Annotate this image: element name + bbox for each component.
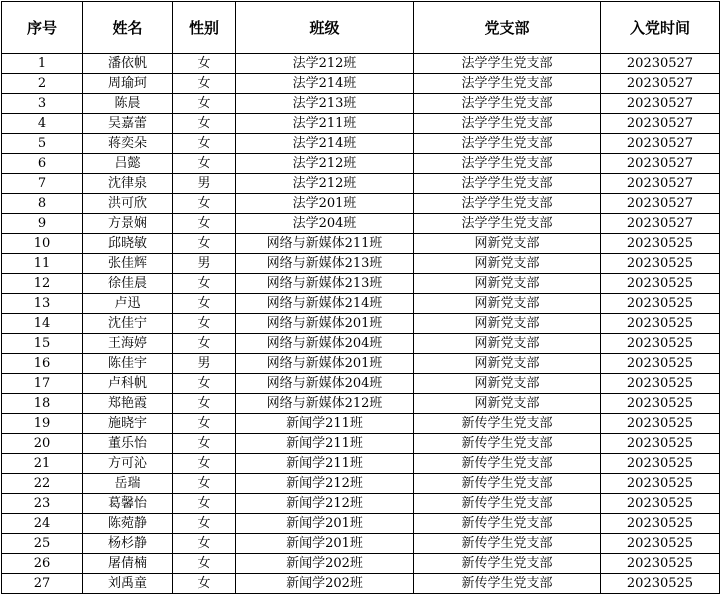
cell-name: 郑艳霞 [83,394,173,414]
cell-party-branch: 网新党支部 [414,354,601,374]
cell-name: 方景娴 [83,214,173,234]
table-row [2,134,720,154]
cell-name: 方可沁 [83,454,173,474]
cell-join-date: 20230525 [601,274,720,294]
cell-name: 蒋奕朵 [83,134,173,154]
cell-party-branch: 网新党支部 [414,274,601,294]
cell-class: 法学204班 [236,214,414,234]
cell-gender: 女 [173,474,236,494]
table-row [2,394,720,414]
cell-join-date: 20230525 [601,354,720,374]
cell-join-date: 20230525 [601,314,720,334]
cell-join-date: 20230525 [601,414,720,434]
cell-party-branch: 新传学生党支部 [414,454,601,474]
table-row [2,194,720,214]
cell-gender: 男 [173,354,236,374]
cell-class: 网络与新媒体214班 [236,294,414,314]
cell-class: 法学211班 [236,114,414,134]
cell-class: 新闻学201班 [236,534,414,554]
cell-join-date: 20230525 [601,574,720,594]
cell-join-date: 20230527 [601,174,720,194]
cell-class: 网络与新媒体204班 [236,334,414,354]
cell-gender: 女 [173,94,236,114]
table-row [2,154,720,174]
cell-party-branch: 新传学生党支部 [414,554,601,574]
cell-join-date: 20230527 [601,154,720,174]
cell-name: 邱晓敏 [83,234,173,254]
cell-gender: 女 [173,214,236,234]
cell-index: 24 [2,514,83,534]
cell-class: 新闻学202班 [236,554,414,574]
cell-index: 18 [2,394,83,414]
cell-index: 14 [2,314,83,334]
cell-join-date: 20230527 [601,194,720,214]
cell-gender: 女 [173,534,236,554]
header-join-date: 入党时间 [601,2,720,54]
cell-class: 网络与新媒体204班 [236,374,414,394]
cell-join-date: 20230527 [601,114,720,134]
cell-join-date: 20230527 [601,74,720,94]
cell-class: 网络与新媒体201班 [236,354,414,374]
cell-name: 吕懿 [83,154,173,174]
cell-class: 法学212班 [236,174,414,194]
cell-gender: 男 [173,254,236,274]
cell-gender: 女 [173,434,236,454]
cell-index: 20 [2,434,83,454]
cell-class: 新闻学211班 [236,414,414,434]
cell-gender: 女 [173,114,236,134]
cell-party-branch: 法学学生党支部 [414,94,601,114]
header-index: 序号 [2,2,83,54]
cell-party-branch: 网新党支部 [414,314,601,334]
table-row [2,574,720,594]
cell-gender: 女 [173,294,236,314]
cell-party-branch: 新传学生党支部 [414,434,601,454]
cell-name: 沈佳宁 [83,314,173,334]
table-row [2,214,720,234]
cell-join-date: 20230525 [601,434,720,454]
table-row [2,114,720,134]
cell-class: 法学201班 [236,194,414,214]
cell-class: 网络与新媒体201班 [236,314,414,334]
cell-name: 岳瑞 [83,474,173,494]
cell-gender: 女 [173,394,236,414]
cell-index: 21 [2,454,83,474]
cell-gender: 女 [173,274,236,294]
cell-index: 23 [2,494,83,514]
cell-name: 洪可欣 [83,194,173,214]
cell-gender: 女 [173,314,236,334]
cell-gender: 女 [173,514,236,534]
cell-index: 1 [2,54,83,74]
cell-gender: 女 [173,554,236,574]
cell-name: 董乐怡 [83,434,173,454]
cell-party-branch: 网新党支部 [414,374,601,394]
cell-join-date: 20230527 [601,134,720,154]
cell-index: 4 [2,114,83,134]
cell-party-branch: 新传学生党支部 [414,514,601,534]
cell-name: 周瑜珂 [83,74,173,94]
cell-gender: 女 [173,74,236,94]
table-row [2,314,720,334]
table-row [2,354,720,374]
cell-class: 网络与新媒体213班 [236,274,414,294]
table-row [2,534,720,554]
member-table [1,1,720,594]
cell-index: 26 [2,554,83,574]
header-row [2,2,720,54]
cell-gender: 女 [173,334,236,354]
header-gender: 性别 [173,2,236,54]
cell-index: 22 [2,474,83,494]
table-row [2,94,720,114]
cell-index: 17 [2,374,83,394]
header-name: 姓名 [83,2,173,54]
cell-class: 网络与新媒体213班 [236,254,414,274]
cell-gender: 女 [173,234,236,254]
cell-gender: 女 [173,494,236,514]
cell-join-date: 20230525 [601,514,720,534]
cell-party-branch: 法学学生党支部 [414,194,601,214]
cell-join-date: 20230525 [601,254,720,274]
cell-index: 6 [2,154,83,174]
cell-party-branch: 网新党支部 [414,254,601,274]
table-row [2,274,720,294]
cell-name: 张佳辉 [83,254,173,274]
cell-index: 25 [2,534,83,554]
cell-name: 陈晨 [83,94,173,114]
cell-join-date: 20230525 [601,374,720,394]
cell-index: 19 [2,414,83,434]
table-row [2,234,720,254]
table-row [2,54,720,74]
cell-join-date: 20230525 [601,554,720,574]
cell-name: 卢迅 [83,294,173,314]
cell-gender: 女 [173,374,236,394]
cell-party-branch: 新传学生党支部 [414,414,601,434]
cell-gender: 女 [173,414,236,434]
cell-index: 8 [2,194,83,214]
cell-index: 11 [2,254,83,274]
cell-party-branch: 法学学生党支部 [414,214,601,234]
cell-index: 15 [2,334,83,354]
cell-class: 法学213班 [236,94,414,114]
cell-name: 杨杉静 [83,534,173,554]
table-row [2,514,720,534]
table-row [2,174,720,194]
table-body [2,54,720,594]
cell-class: 新闻学202班 [236,574,414,594]
cell-index: 2 [2,74,83,94]
cell-class: 法学212班 [236,154,414,174]
cell-party-branch: 新传学生党支部 [414,574,601,594]
cell-join-date: 20230527 [601,214,720,234]
cell-name: 沈律泉 [83,174,173,194]
cell-index: 5 [2,134,83,154]
cell-gender: 女 [173,454,236,474]
table-row [2,374,720,394]
cell-join-date: 20230525 [601,234,720,254]
cell-party-branch: 新传学生党支部 [414,494,601,514]
cell-class: 新闻学212班 [236,494,414,514]
cell-name: 陈菀静 [83,514,173,534]
cell-name: 屠倩楠 [83,554,173,574]
cell-party-branch: 法学学生党支部 [414,154,601,174]
header-party-branch: 党支部 [414,2,601,54]
cell-class: 新闻学212班 [236,474,414,494]
cell-name: 葛馨怡 [83,494,173,514]
cell-gender: 女 [173,134,236,154]
cell-join-date: 20230525 [601,294,720,314]
cell-index: 12 [2,274,83,294]
cell-party-branch: 新传学生党支部 [414,474,601,494]
cell-index: 16 [2,354,83,374]
cell-index: 7 [2,174,83,194]
cell-name: 刘禹童 [83,574,173,594]
cell-gender: 女 [173,154,236,174]
cell-party-branch: 法学学生党支部 [414,74,601,94]
cell-class: 网络与新媒体211班 [236,234,414,254]
cell-index: 27 [2,574,83,594]
cell-party-branch: 网新党支部 [414,334,601,354]
cell-gender: 女 [173,574,236,594]
table-row [2,454,720,474]
cell-gender: 男 [173,174,236,194]
table-row [2,414,720,434]
cell-class: 法学214班 [236,134,414,154]
cell-index: 3 [2,94,83,114]
cell-name: 潘依帆 [83,54,173,74]
table-row [2,474,720,494]
table-row [2,334,720,354]
cell-join-date: 20230525 [601,334,720,354]
cell-name: 陈佳宇 [83,354,173,374]
cell-join-date: 20230525 [601,454,720,474]
cell-party-branch: 网新党支部 [414,234,601,254]
cell-class: 法学212班 [236,54,414,74]
cell-class: 网络与新媒体212班 [236,394,414,414]
table-row [2,254,720,274]
table-row [2,434,720,454]
cell-class: 新闻学211班 [236,434,414,454]
cell-join-date: 20230525 [601,494,720,514]
cell-join-date: 20230525 [601,534,720,554]
table-header [2,2,720,54]
cell-join-date: 20230527 [601,94,720,114]
cell-party-branch: 新传学生党支部 [414,534,601,554]
cell-name: 王海婷 [83,334,173,354]
cell-class: 新闻学201班 [236,514,414,534]
cell-party-branch: 法学学生党支部 [414,134,601,154]
cell-join-date: 20230525 [601,394,720,414]
cell-join-date: 20230525 [601,474,720,494]
table-row [2,74,720,94]
cell-party-branch: 法学学生党支部 [414,174,601,194]
cell-name: 施晓宇 [83,414,173,434]
cell-name: 徐佳晨 [83,274,173,294]
cell-index: 10 [2,234,83,254]
cell-join-date: 20230527 [601,54,720,74]
cell-party-branch: 网新党支部 [414,394,601,414]
table-row [2,554,720,574]
cell-gender: 女 [173,54,236,74]
cell-index: 9 [2,214,83,234]
table-row [2,294,720,314]
cell-class: 法学214班 [236,74,414,94]
cell-party-branch: 网新党支部 [414,294,601,314]
cell-party-branch: 法学学生党支部 [414,114,601,134]
cell-gender: 女 [173,194,236,214]
cell-party-branch: 法学学生党支部 [414,54,601,74]
table-row [2,494,720,514]
cell-name: 卢科帆 [83,374,173,394]
cell-class: 新闻学211班 [236,454,414,474]
header-class: 班级 [236,2,414,54]
cell-name: 吴嘉蕾 [83,114,173,134]
cell-index: 13 [2,294,83,314]
